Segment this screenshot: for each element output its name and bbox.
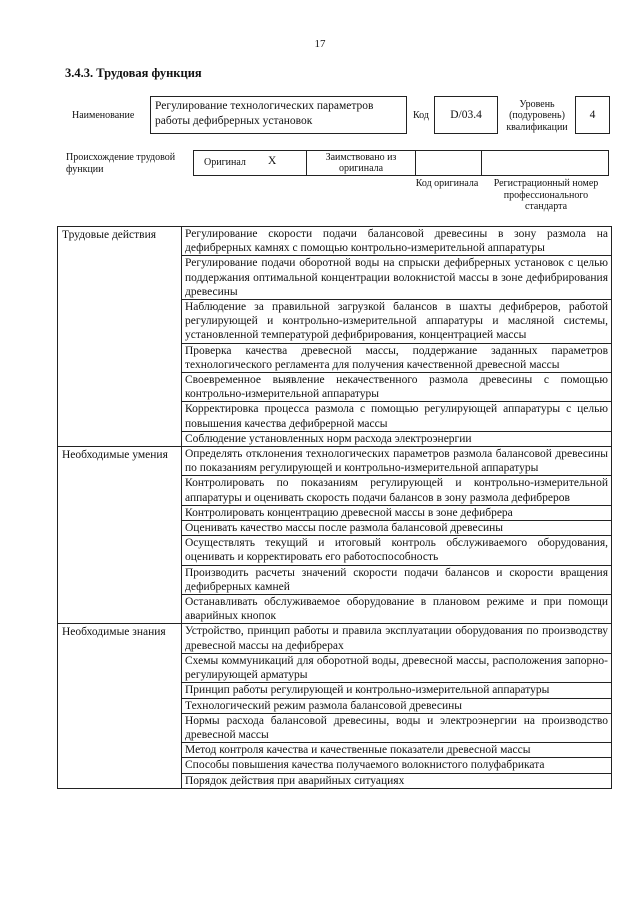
table-cell-item: Устройство, принцип работы и правила эксплуатации оборудования по производству древесной массы на дефибрерах xyxy=(182,624,612,653)
table-cell-item: Схемы коммуникаций для оборотной воды, древесной массы, расположения запорно-регулирующей арматуры xyxy=(182,653,612,682)
table-cell-item: Регулирование скорости подачи балансовой древесины в зону размола на дефибрерных камнях с помощью контрольно-измерительной аппаратуры xyxy=(182,227,612,256)
table-cell-item: Определять отклонения технологических параметров размола балансовой древесины по показаниям регулирующей и контрольно-измерительной аппаратуры xyxy=(182,447,612,476)
code-label: Код xyxy=(413,110,429,121)
code-original-label: Код оригинала xyxy=(415,178,479,189)
table-cell-item: Нормы расхода балансовой древесины, воды и электроэнергии на производство древесной массы xyxy=(182,713,612,742)
level-label: Уровень (подуровень) квалификации xyxy=(506,98,568,133)
divider xyxy=(481,151,482,175)
table-row xyxy=(58,624,612,653)
table-cell-item: Технологический режим размола балансовой древесины xyxy=(182,698,612,713)
reg-number-label: Регистрационный номер профессионального стандарта xyxy=(493,178,599,212)
origin-label: Происхождение трудовой функции xyxy=(66,152,176,175)
table-cell-item: Наблюдение за правильной загрузкой балансов в шахты дефибреров, работой регулирующей и контрольно-измерительной аппаратуры и масляной системы, установленной температурой дефибрирования, концентрацией массы xyxy=(182,300,612,344)
level-field: 4 xyxy=(575,96,610,134)
table-cell-item: Своевременное выявление некачественного размола древесины с помощью контрольно-измерительной аппаратуры xyxy=(182,373,612,402)
section-category: Необходимые умения xyxy=(58,447,182,624)
divider xyxy=(415,151,416,175)
table-cell-item: Соблюдение установленных норм расхода электроэнергии xyxy=(182,431,612,446)
table-row xyxy=(58,447,612,476)
table-cell-item: Способы повышения качества получаемого волокнистого полуфабриката xyxy=(182,758,612,773)
function-name-field: Регулирование технологических параметров работы дефибрерных установок xyxy=(150,96,407,134)
section-title: 3.4.3. Трудовая функция xyxy=(65,66,202,80)
table-cell-item: Производить расчеты значений скорости подачи балансов и скорости вращения дефибрерных камней xyxy=(182,565,612,594)
table-cell-item: Оценивать качество массы после размола балансовой древесины xyxy=(182,521,612,536)
borrowed-label: Заимствовано из оригинала xyxy=(325,151,397,174)
table-cell-item: Контролировать концентрацию древесной массы в зоне дефибрера xyxy=(182,505,612,520)
code-field: D/03.4 xyxy=(434,96,498,134)
table-cell-item: Осуществлять текущий и итоговый контроль обслуживаемого оборудования, оценивать и корректировать его работоспособность xyxy=(182,536,612,565)
section-category: Трудовые действия xyxy=(58,227,182,447)
table-cell-item: Контролировать по показаниям регулирующей и контрольно-измерительной аппаратуры и оценивать скорость подачи балансов в зону размола дефибреров xyxy=(182,476,612,505)
name-label: Наименование xyxy=(72,110,135,121)
table-cell-item: Метод контроля качества и качественные показатели древесной массы xyxy=(182,743,612,758)
table-cell-item: Регулирование подачи оборотной воды на спрыски дефибрерных установок с целью поддержания оптимальной концентрации волокнистой массы в зоне дефибрирования древесины xyxy=(182,256,612,300)
page-number: 17 xyxy=(314,38,326,50)
origin-table xyxy=(193,150,609,176)
table-cell-item: Порядок действия при аварийных ситуациях xyxy=(182,773,612,788)
table-cell-item: Корректировка процесса размола с помощью регулирующей аппаратуры с целью повышения качества дефибрерной массы xyxy=(182,402,612,431)
table-cell-item: Останавливать обслуживаемое оборудование в плановом режиме и при помощи аварийных кнопок xyxy=(182,595,612,624)
labor-function-table xyxy=(57,226,612,789)
original-mark: X xyxy=(268,155,277,167)
section-category: Необходимые знания xyxy=(58,624,182,788)
original-label: Оригинал xyxy=(204,157,246,168)
table-row xyxy=(58,227,612,256)
table-cell-item: Проверка качества древесной массы, поддержание заданных параметров технологического регламента для получения качественной древесной массы xyxy=(182,343,612,372)
table-cell-item: Принцип работы регулирующей и контрольно-измерительной аппаратуры xyxy=(182,683,612,698)
